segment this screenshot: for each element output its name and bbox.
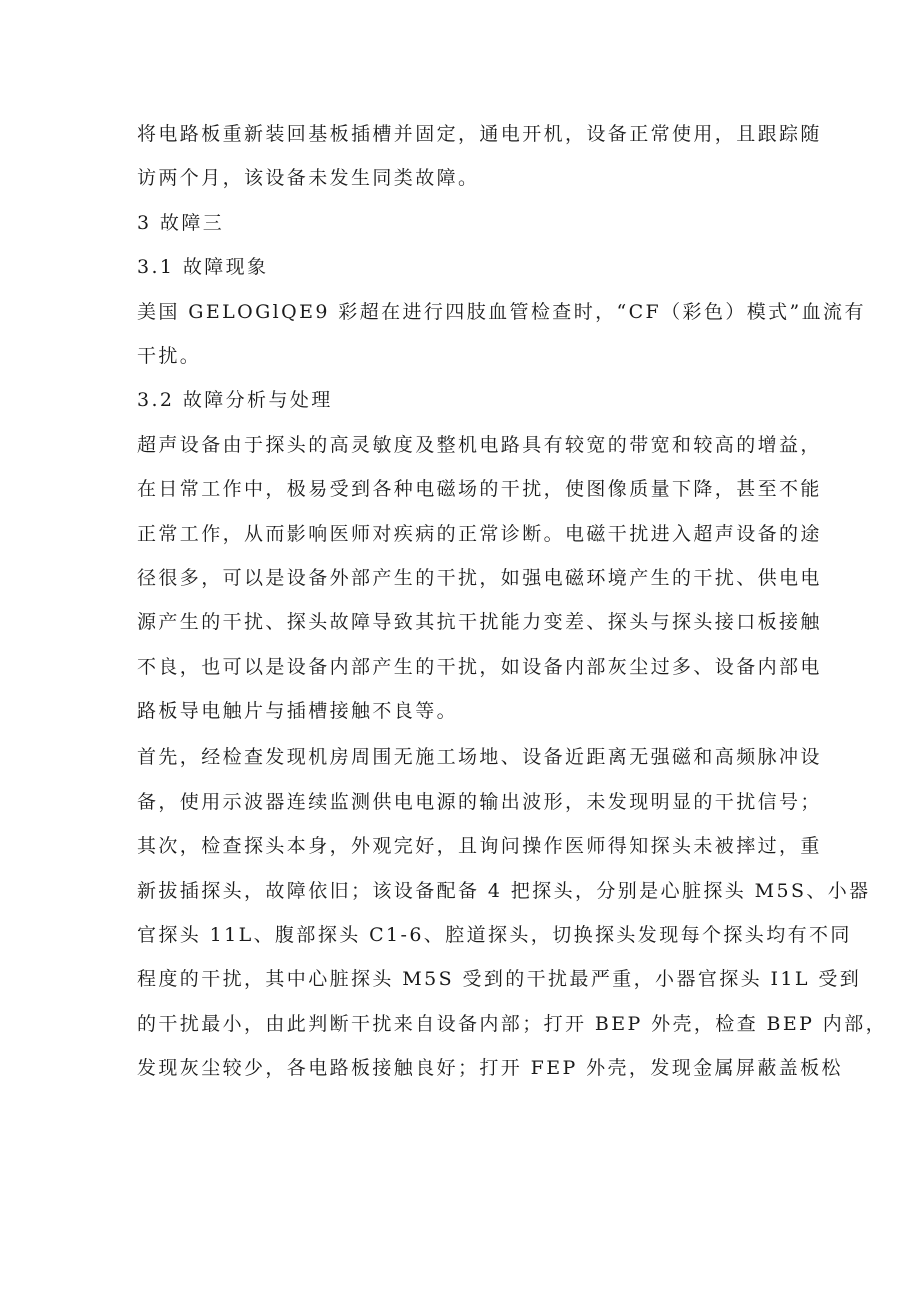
text-line: 访两个月，该设备未发生同类故障。 xyxy=(137,167,480,190)
text-line: 超声设备由于探头的高灵敏度及整机电路具有较宽的带宽和较高的增益， xyxy=(137,433,822,456)
heading-text: 3.2 故障分析与处理 xyxy=(137,389,333,412)
text-line: 在日常工作中，极易受到各种电磁场的干扰，使图像质量下降，甚至不能 xyxy=(137,478,822,501)
text-line: 新拔插探头，故障依旧；该设备配备 4 把探头，分别是心脏探头 M5S、小器 xyxy=(137,879,871,902)
text-line: 美国 GELOGlQE9 彩超在进行四肢血管检查时，“CF（彩色）模式”血流有 xyxy=(137,300,866,323)
text-line: 首先，经检查发现机房周围无施工场地、设备近距离无强磁和高频脉冲设 xyxy=(137,746,822,769)
text-line: 路板导电触片与插槽接触不良等。 xyxy=(137,700,459,723)
subsection-heading-fault-phenomenon xyxy=(137,245,802,289)
paragraph-fault-description xyxy=(137,290,866,379)
text-line: 其次，检查探头本身，外观完好，且询问操作医师得知探头未被摔过，重 xyxy=(137,835,822,858)
text-line: 径很多，可以是设备外部产生的干扰，如强电磁环境产生的干扰、供电电 xyxy=(137,566,822,589)
paragraph-interference-background xyxy=(137,423,822,734)
text-line: 将电路板重新装回基板插槽并固定，通电开机，设备正常使用，且跟踪随 xyxy=(137,123,822,145)
text-line: 备，使用示波器连续监测供电电源的输出波形，未发现明显的干扰信号； xyxy=(137,790,822,813)
subsection-heading-analysis xyxy=(137,378,802,422)
text-line: 干扰。 xyxy=(137,344,202,367)
text-line: 的干扰最小，由此判断干扰来自设备内部；打开 BEP 外壳，检查 BEP 内部， xyxy=(137,1012,887,1035)
text-line: 程度的干扰，其中心脏探头 M5S 受到的干扰最严重，小器官探头 I1L 受到 xyxy=(137,968,862,991)
text-line: 不良，也可以是设备内部产生的干扰，如设备内部灰尘过多、设备内部电 xyxy=(137,655,822,678)
paragraph-reinstall-result xyxy=(137,112,822,201)
paragraph-troubleshooting-steps xyxy=(137,735,887,1090)
heading-text: 3.1 故障现象 xyxy=(137,256,269,279)
heading-text: 3 故障三 xyxy=(137,211,225,234)
document-body xyxy=(137,112,887,1091)
text-line: 源产生的干扰、探头故障导致其抗干扰能力变差、探头与探头接口板接触 xyxy=(137,611,822,634)
text-line: 发现灰尘较少，各电路板接触良好；打开 FEP 外壳，发现金属屏蔽盖板松 xyxy=(137,1057,843,1080)
text-line: 正常工作，从而影响医师对疾病的正常诊断。电磁干扰进入超声设备的途 xyxy=(137,522,822,545)
text-line: 官探头 11L、腹部探头 C1-6、腔道探头，切换探头发现每个探头均有不同 xyxy=(137,924,852,947)
section-heading-fault-3 xyxy=(137,201,802,245)
